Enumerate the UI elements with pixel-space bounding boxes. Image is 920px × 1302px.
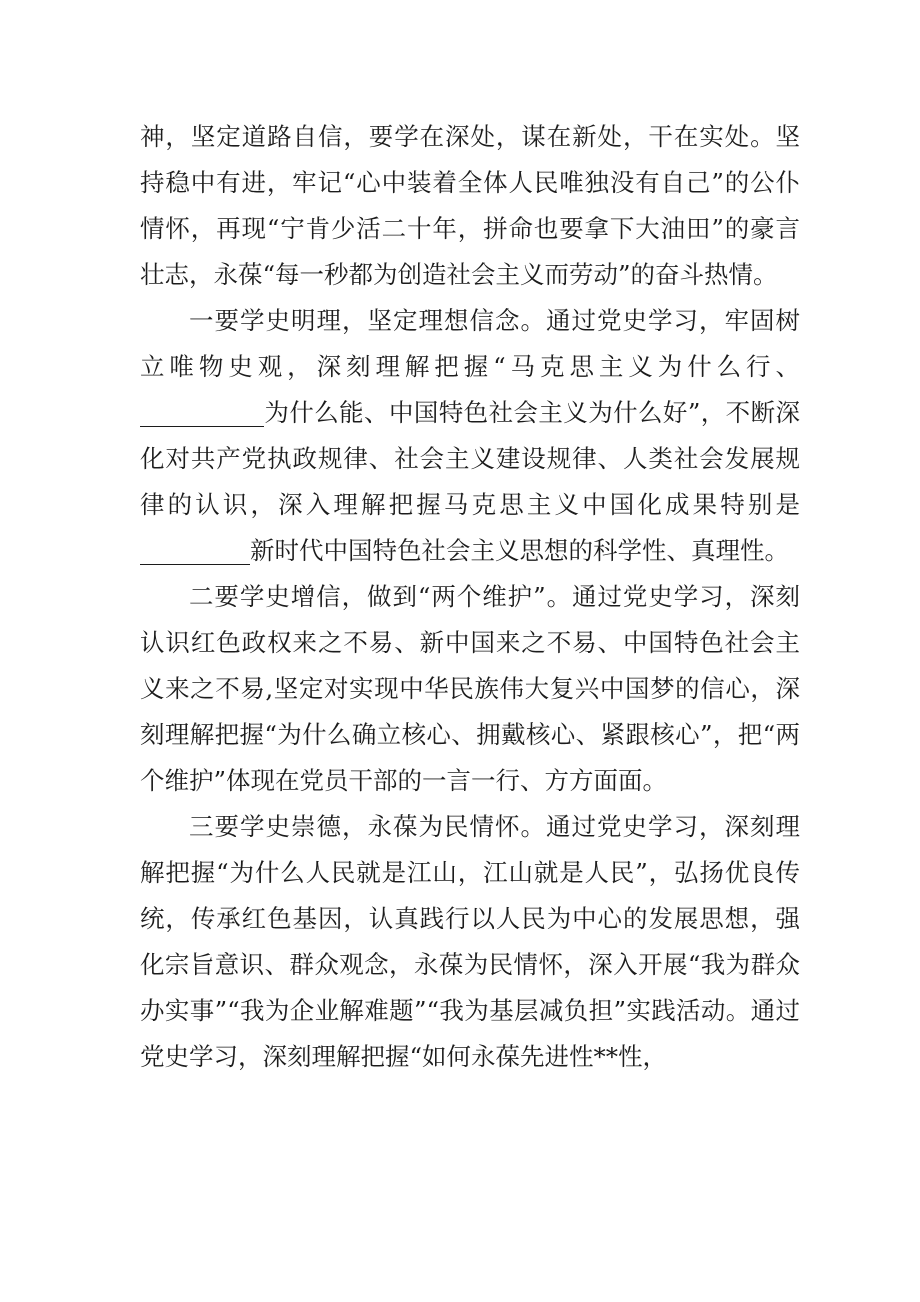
document-page xyxy=(140,114,800,1080)
fill-in-blank-2 xyxy=(140,534,250,565)
paragraph-point-one xyxy=(140,298,800,574)
paragraph-point-two: 二要学史增信，做到“两个维护”。通过党史学习，深刻认识红色政权来之不易、新中国来之不易、中国特色社会主义来之不易,坚定对实现中华民族伟大复兴中国梦的信心，深刻理解把握“为什么确立核心、拥戴核心、紧跟核心”，把“两个维护”体现在党员干部的一言一行、方方面面。 xyxy=(140,582,800,795)
paragraph-continuation: 神，坚定道路自信，要学在深处，谋在新处，干在实处。坚持稳中有进，牢记“心中装着全体人民唯独没有自己”的公仆情怀，再现“宁肯少活二十年，拼命也要拿下大油田”的豪言壮志，永葆“每一秒都为创造社会主义而劳动”的奋斗热情。 xyxy=(140,122,800,289)
paragraph-point-one-part-3: 新时代中国特色社会主义思想的科学性、真理性。 xyxy=(250,536,789,565)
paragraph-point-three: 三要学史崇德，永葆为民情怀。通过党史学习，深刻理解把握“为什么人民就是江山，江山就是人民”，弘扬优良传统，传承红色基因，认真践行以人民为中心的发展思想，强化宗旨意识、群众观念，永葆为民情怀，深入开展“我为群众办实事”“我为企业解难题”“我为基层减负担”实践活动。通过党史学习，深刻理解把握“如何永葆先进性**性， xyxy=(140,812,800,1071)
paragraph-point-one-part-2: 为什么能、中国特色社会主义为什么好”，不断深化对共产党执政规律、社会主义建设规律、人类社会发展规律的认识，深入理解把握马克思主义中国化成果特别是 xyxy=(140,398,800,519)
paragraph-point-one-part-1: 一要学史明理，坚定理想信念。通过党史学习，牢固树立唯物史观，深刻理解把握“马克思主义为什么行、 xyxy=(140,306,800,381)
fill-in-blank-1 xyxy=(140,396,264,427)
